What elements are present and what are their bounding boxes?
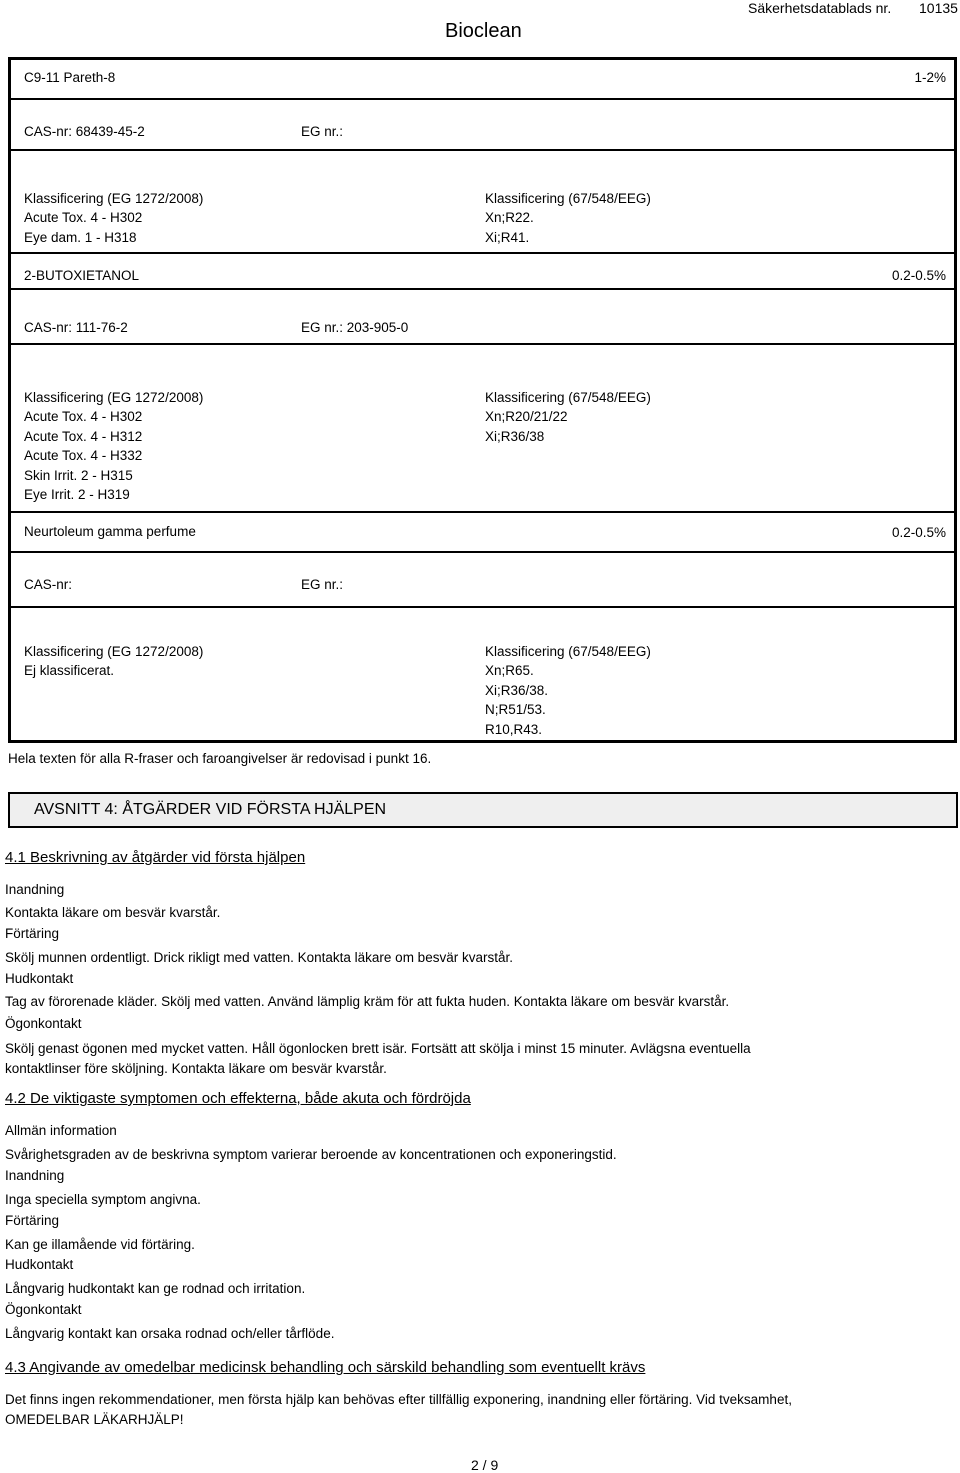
clp-line: Ej klassificerat. bbox=[24, 663, 115, 679]
general-info-label: Allmän information bbox=[5, 1123, 117, 1138]
clp-line: Klassificering (EG 1272/2008) bbox=[24, 191, 204, 206]
component-percent: 1-2% bbox=[914, 70, 946, 85]
component-name-row bbox=[11, 254, 954, 290]
sds-number-value: 10135 bbox=[919, 0, 958, 16]
ingestion-text: Kan ge illamående vid förtäring. bbox=[5, 1237, 195, 1252]
inhalation-label: Inandning bbox=[5, 1168, 65, 1183]
inhalation-label: Inandning bbox=[5, 882, 65, 897]
eg-number: EG nr.: 203-905-0 bbox=[301, 320, 409, 335]
eye-contact-label: Ögonkontakt bbox=[5, 1302, 82, 1317]
components-table bbox=[8, 57, 957, 743]
component-ids-row bbox=[11, 100, 954, 151]
component-classification-row bbox=[11, 608, 954, 740]
text-line: Skölj genast ögonen med mycket vatten. Håll ögonlocken brett isär. Fortsätt att skölja i minst 15 minuter. Avlägsna eventuella bbox=[5, 1041, 751, 1056]
inhalation-text: Kontakta läkare om besvär kvarstår. bbox=[5, 905, 221, 920]
clp-classification bbox=[24, 189, 203, 247]
skin-contact-text: Tag av förorenade kläder. Skölj med vatten. Använd lämplig kräm för att fukta huden. Kontakta läkare om besvär kvarstår. bbox=[5, 994, 730, 1009]
general-info-text: Svårighetsgraden av de beskrivna symptom varierar beroende av koncentrationen och exponeringstid. bbox=[5, 1147, 617, 1162]
component-name: Neurtoleum gamma perfume bbox=[24, 524, 196, 539]
component-classification-row bbox=[11, 151, 954, 254]
cas-number: CAS-nr: bbox=[24, 577, 73, 592]
eye-contact-text: Långvarig kontakt kan orsaka rodnad och/eller tårflöde. bbox=[5, 1326, 335, 1341]
clp-line: Acute Tox. 4 - H302 bbox=[24, 409, 143, 425]
component-classification-row bbox=[11, 345, 954, 513]
component-ids-row bbox=[11, 553, 954, 608]
dsd-line: Xi;R36/38. bbox=[485, 682, 549, 698]
clp-line: Klassificering (EG 1272/2008) bbox=[24, 644, 204, 659]
section-4-header bbox=[8, 792, 958, 828]
dsd-line: Xn;R22. bbox=[485, 210, 534, 226]
dsd-line: R10,R43. bbox=[485, 721, 543, 737]
clp-line: Klassificering (EG 1272/2008) bbox=[24, 390, 204, 405]
skin-contact-label: Hudkontakt bbox=[5, 1257, 74, 1272]
dsd-line: Xn;R65. bbox=[485, 663, 534, 679]
subsection-4-2-title: 4.2 De viktigaste symptomen och effekterna, både akuta och fördröjda bbox=[5, 1090, 471, 1107]
eg-number: EG nr.: bbox=[301, 577, 344, 592]
skin-contact-label: Hudkontakt bbox=[5, 971, 74, 986]
eg-number: EG nr.: bbox=[301, 124, 344, 139]
dsd-line: Klassificering (67/548/EEG) bbox=[485, 390, 651, 405]
company-name: Bioclean bbox=[445, 20, 522, 42]
cas-number: CAS-nr: 68439-45-2 bbox=[24, 124, 145, 139]
subsection-4-1-title: 4.1 Beskrivning av åtgärder vid första hjälpen bbox=[5, 849, 306, 866]
component-name-row bbox=[11, 60, 954, 100]
clp-line: Acute Tox. 4 - H312 bbox=[24, 428, 143, 444]
dsd-classification bbox=[485, 189, 651, 247]
clp-line: Eye dam. 1 - H318 bbox=[24, 229, 137, 245]
component-name: 2-BUTOXIETANOL bbox=[24, 268, 140, 283]
clp-classification bbox=[24, 642, 203, 681]
clp-line: Skin Irrit. 2 - H315 bbox=[24, 467, 133, 483]
eye-contact-text bbox=[5, 1039, 751, 1078]
dsd-classification bbox=[485, 388, 651, 446]
dsd-line: N;R51/53. bbox=[485, 702, 546, 718]
dsd-line: Xn;R20/21/22 bbox=[485, 409, 568, 425]
clp-line: Acute Tox. 4 - H302 bbox=[24, 210, 143, 226]
text-line: kontaktlinser före sköljning. Kontakta läkare om besvär kvarstår. bbox=[5, 1060, 387, 1076]
component-percent: 0.2-0.5% bbox=[891, 268, 946, 283]
dsd-line: Xi;R36/38 bbox=[485, 428, 545, 444]
eye-contact-label: Ögonkontakt bbox=[5, 1016, 82, 1031]
clp-line: Acute Tox. 4 - H332 bbox=[24, 448, 143, 464]
subsection-4-3-title: 4.3 Angivande av omedelbar medicinsk behandling och särskild behandling som eventuellt krävs bbox=[5, 1359, 646, 1376]
text-line: Det finns ingen rekommendationer, men första hjälp kan behövas efter tillfällig exponering, inandning eller förtäring. Vid tveksamhet, bbox=[5, 1392, 792, 1407]
page-number: 2 / 9 bbox=[471, 1457, 499, 1473]
dsd-line: Klassificering (67/548/EEG) bbox=[485, 191, 651, 206]
clp-classification bbox=[24, 388, 203, 504]
ingestion-label: Förtäring bbox=[5, 1213, 60, 1228]
text-line: OMEDELBAR LÄKARHJÄLP! bbox=[5, 1411, 184, 1427]
cas-number: CAS-nr: 111-76-2 bbox=[24, 320, 128, 335]
clp-line: Eye Irrit. 2 - H319 bbox=[24, 487, 130, 503]
component-percent: 0.2-0.5% bbox=[891, 525, 946, 540]
ingestion-text: Skölj munnen ordentligt. Drick rikligt med vatten. Kontakta läkare om besvär kvarstår. bbox=[5, 950, 513, 965]
dsd-line: Xi;R41. bbox=[485, 229, 530, 245]
component-name-row bbox=[11, 513, 954, 553]
sds-number-label: Säkerhetsdatablads nr. bbox=[748, 0, 892, 16]
ingestion-label: Förtäring bbox=[5, 926, 60, 941]
r-phrases-note: Hela texten för alla R-fraser och faroangivelser är redovisad i punkt 16. bbox=[8, 751, 432, 766]
component-name: C9-11 Pareth-8 bbox=[24, 70, 116, 85]
dsd-classification bbox=[485, 642, 651, 739]
medical-treatment-text bbox=[5, 1390, 792, 1429]
inhalation-text: Inga speciella symptom angivna. bbox=[5, 1192, 201, 1207]
skin-contact-text: Långvarig hudkontakt kan ge rodnad och irritation. bbox=[5, 1281, 306, 1296]
dsd-line: Klassificering (67/548/EEG) bbox=[485, 644, 651, 659]
component-ids-row bbox=[11, 290, 954, 345]
section-title: AVSNITT 4: ÅTGÄRDER VID FÖRSTA HJÄLPEN bbox=[34, 801, 387, 818]
